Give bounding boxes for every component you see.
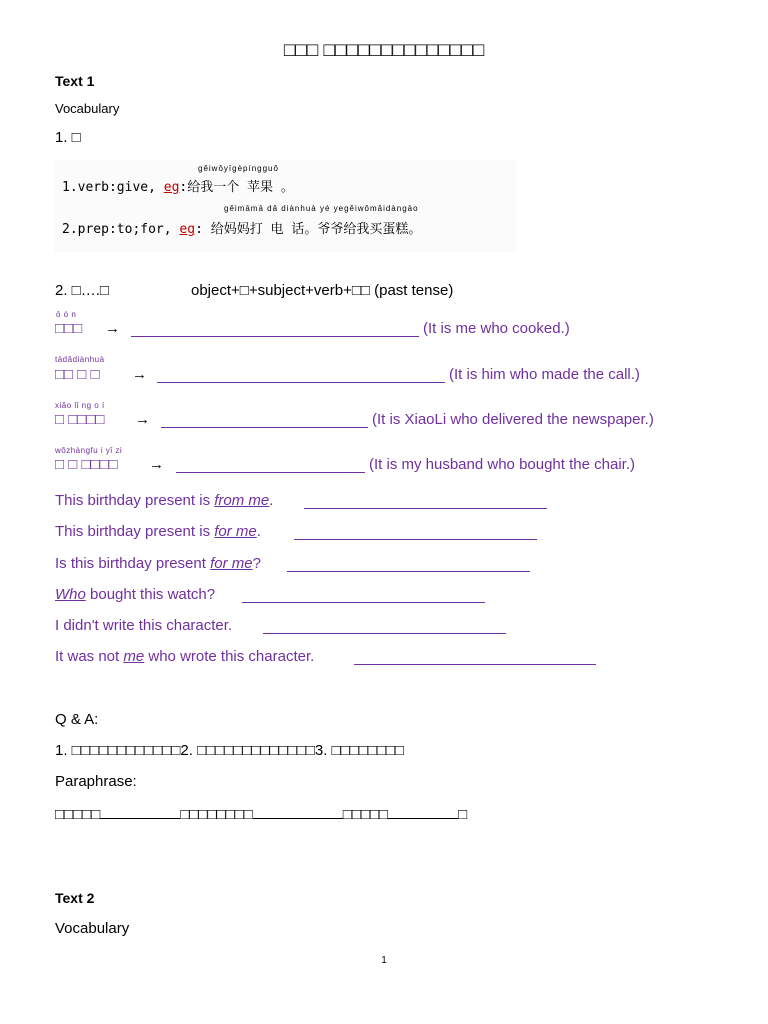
row2-arrow: → xyxy=(132,366,147,383)
sentence-4-blank[interactable] xyxy=(242,588,485,603)
sentence-1-underlined: from me xyxy=(214,492,270,509)
qa-label: Q & A: xyxy=(55,711,99,728)
row3-blank[interactable] xyxy=(161,413,368,428)
paraphrase-blank-1[interactable] xyxy=(100,804,180,819)
sentence-3 xyxy=(55,555,261,572)
vocab-item-1: 1. □ xyxy=(55,129,81,146)
text2-vocab-label: Vocabulary xyxy=(55,920,130,937)
paraphrase-part-c: □□□□□ xyxy=(342,806,389,823)
row1-arrow: → xyxy=(105,320,120,337)
row1-pinyin: ō ó n xyxy=(56,310,77,319)
paraphrase-line xyxy=(55,804,467,823)
line2-eg: eg xyxy=(179,222,196,237)
pinyin-line-1: gěiwǒyīgèpíngguǒ xyxy=(198,164,279,173)
line1-chinese: :给我一个 苹果 。 xyxy=(179,180,294,195)
grammar-pattern: object+□+subject+verb+□□ (past tense) xyxy=(191,282,454,299)
line1-prefix: 1.verb:give, xyxy=(62,180,156,195)
row4-pinyin: wǒzhàngfu i yǐ zi xyxy=(55,446,123,455)
paraphrase-part-b: □□□□□□□□ xyxy=(180,806,253,823)
row2-blank[interactable] xyxy=(157,368,445,383)
page-number: 1 xyxy=(381,955,387,966)
vocab-image xyxy=(54,160,516,252)
row4-blank[interactable] xyxy=(176,458,365,473)
row4-english: (It is my husband who bought the chair.) xyxy=(369,456,635,473)
row4-chinese: □ □ □□□□ xyxy=(55,456,118,473)
row3-pinyin: xiǎo lǐ ng o í xyxy=(55,401,105,410)
paraphrase-part-a: □□□□□ xyxy=(55,806,101,823)
sentence-6-underlined: me xyxy=(123,648,145,665)
sentence-3-underlined: for me xyxy=(210,555,253,572)
text1-vocab-label: Vocabulary xyxy=(55,101,120,116)
row3-chinese: □ □□□□ xyxy=(55,411,105,428)
sentence-2-part-a: This birthday present is xyxy=(55,523,215,540)
vocab-line-2 xyxy=(62,218,421,237)
sentence-4-underlined: Who xyxy=(55,586,86,603)
line2-prefix: 2.prep:to;for, xyxy=(62,222,172,237)
text1-heading: Text 1 xyxy=(55,73,95,89)
row4-arrow: → xyxy=(149,456,164,473)
sentence-6-blank[interactable] xyxy=(354,650,596,665)
sentence-1-blank[interactable] xyxy=(304,494,547,509)
page-title: □□□ □□□□□□□□□□□□□□ xyxy=(283,40,485,61)
paraphrase-label: Paraphrase: xyxy=(55,773,137,790)
row3-arrow: → xyxy=(135,411,150,428)
row3-english: (It is XiaoLi who delivered the newspaper.) xyxy=(372,411,654,428)
sentence-2 xyxy=(55,523,261,540)
line1-eg: eg xyxy=(163,180,180,195)
vocab-item-2: 2. □….□ xyxy=(55,282,109,299)
paraphrase-part-d: □ xyxy=(458,806,468,823)
sentence-2-underlined: for me xyxy=(214,523,257,540)
sentence-3-part-b: ? xyxy=(252,555,261,572)
row2-english: (It is him who made the call.) xyxy=(449,366,640,383)
paraphrase-blank-3[interactable] xyxy=(388,804,458,819)
sentence-1 xyxy=(55,492,273,509)
sentence-2-part-b: . xyxy=(256,523,261,540)
qa-questions: 1. □□□□□□□□□□□□2. □□□□□□□□□□□□□3. □□□□□□□□ xyxy=(55,742,405,759)
sentence-4 xyxy=(55,586,215,603)
sentence-6 xyxy=(55,648,314,665)
sentence-3-blank[interactable] xyxy=(287,557,530,572)
sentence-3-part-a: Is this birthday present xyxy=(55,555,211,572)
row1-english: (It is me who cooked.) xyxy=(423,320,570,337)
sentence-5-blank[interactable] xyxy=(263,619,506,634)
text2-heading: Text 2 xyxy=(55,890,95,906)
pinyin-line-2: gěimāmā dǎ diànhuà yé yegěiwǒmǎidàngāo xyxy=(224,204,419,213)
sentence-1-part-b: . xyxy=(269,492,274,509)
row1-chinese: □□□ xyxy=(55,320,83,337)
vocab-line-1 xyxy=(62,176,294,195)
sentence-6-part-b: who wrote this character. xyxy=(144,648,315,665)
sentence-1-part-a: This birthday present is xyxy=(55,492,215,509)
sentence-2-blank[interactable] xyxy=(294,525,537,540)
paraphrase-blank-2[interactable] xyxy=(253,804,343,819)
sentence-4-part-b: bought this watch? xyxy=(85,586,216,603)
line2-chinese: : 给妈妈打 电 话。爷爷给我买蛋糕。 xyxy=(195,222,422,237)
row2-pinyin: tādǎdiànhuà xyxy=(55,355,105,364)
sentence-5: I didn't write this character. xyxy=(55,617,233,634)
sentence-6-part-a: It was not xyxy=(55,648,124,665)
row1-blank[interactable] xyxy=(131,322,419,337)
row2-chinese: □□ □ □ xyxy=(55,366,100,383)
